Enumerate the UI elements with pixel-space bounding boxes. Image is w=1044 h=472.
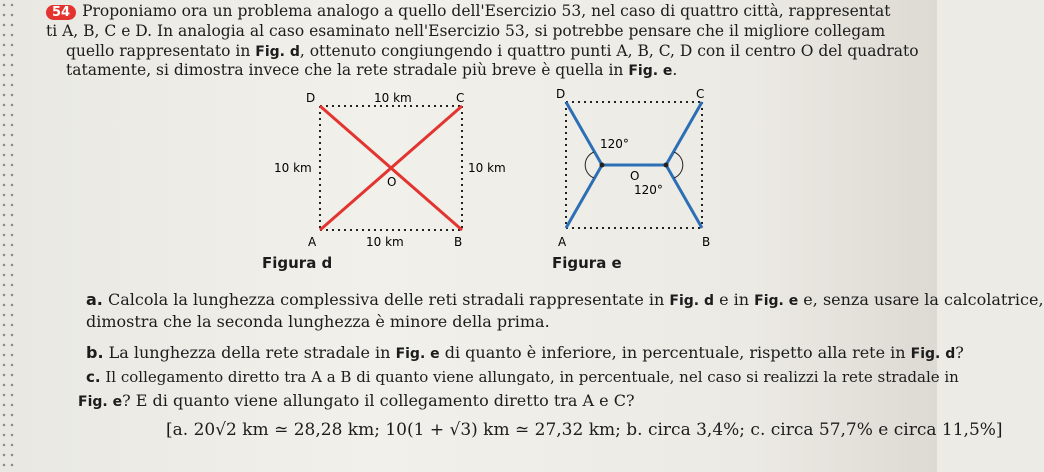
problem-line-1: 54 Proponiamo ora un problema analogo a quello dell'Esercizio 53, nel caso di quattro città, rappresentat <box>46 2 890 20</box>
binding-edge <box>0 0 14 472</box>
question-c-line-1: c. Il collegamento diretto tra A a B di quanto viene allungato, in percentuale, nel caso si realizzi la rete stradale in <box>86 368 959 386</box>
label-B: B <box>702 235 711 249</box>
question-a-line-1: a. Calcola la lunghezza complessiva delle reti stradali rappresentate in Fig. d e in Fig. e e, senza usare la calcolatrice, <box>86 290 1044 309</box>
question-b: b. La lunghezza della rete stradale in Fig. e di quanto è inferiore, in percentuale, rispetto alla rete in Fig. d? <box>86 343 964 362</box>
question-a-line-2: dimostra che la seconda lunghezza è minore della prima. <box>86 312 550 331</box>
junction-point-right <box>664 163 669 168</box>
figure-ref: Fig. d <box>255 44 300 60</box>
label-C: C <box>456 91 465 105</box>
question-c-line-2: Fig. e? E di quanto viene allungato il collegamento diretto tra A e C? <box>78 391 635 410</box>
side-label-bottom: 10 km <box>366 235 404 249</box>
figure-e-caption: Figura e <box>552 254 622 272</box>
side-label-left: 10 km <box>274 161 312 175</box>
angle-arc-right <box>674 152 683 178</box>
label-D: D <box>306 91 316 105</box>
label-B: B <box>454 235 463 249</box>
network-left <box>566 102 602 228</box>
network-right <box>666 102 702 228</box>
problem-line-4: tatamente, si dimostra invece che la rete stradale più breve è quella in Fig. e. <box>66 61 678 79</box>
angle-label-bottom: 120° <box>634 183 663 197</box>
angle-arc-left <box>585 152 594 178</box>
figure-ref: Fig. e <box>395 346 440 362</box>
figure-d-caption: Figura d <box>262 254 333 272</box>
figure-ref: Fig. e <box>754 293 799 309</box>
figure-ref: Fig. e <box>628 63 673 79</box>
label-A: A <box>308 235 317 249</box>
exercise-number-badge: 54 <box>46 5 76 20</box>
problem-line-3: quello rappresentato in Fig. d, ottenuto congiungendo i quattro punti A, B, C, D con il centro O del quadrato <box>66 42 919 60</box>
angle-label-top: 120° <box>600 137 629 151</box>
figure-d-diagram <box>270 88 520 258</box>
label-O: O <box>387 175 397 189</box>
figure-ref: Fig. e <box>78 394 123 410</box>
answers-line: [a. 20√2 km ≃ 28,28 km; 10(1 + √3) km ≃ 27,32 km; b. circa 3,4%; c. circa 57,7% e circa 11,5%] <box>166 420 1003 440</box>
junction-point-left <box>600 163 605 168</box>
problem-line-2: ti A, B, C e D. In analogia al caso esaminato nell'Esercizio 53, si potrebbe pensare che il migliore collegam <box>46 22 886 40</box>
side-label-top: 10 km <box>374 91 412 105</box>
side-label-right: 10 km <box>468 161 506 175</box>
figure-ref: Fig. d <box>669 293 714 309</box>
label-D: D <box>556 87 566 101</box>
label-C: C <box>696 87 705 101</box>
label-O: O <box>630 169 640 183</box>
figure-ref: Fig. d <box>910 346 956 362</box>
figure-e-diagram <box>550 86 730 256</box>
label-A: A <box>558 235 567 249</box>
